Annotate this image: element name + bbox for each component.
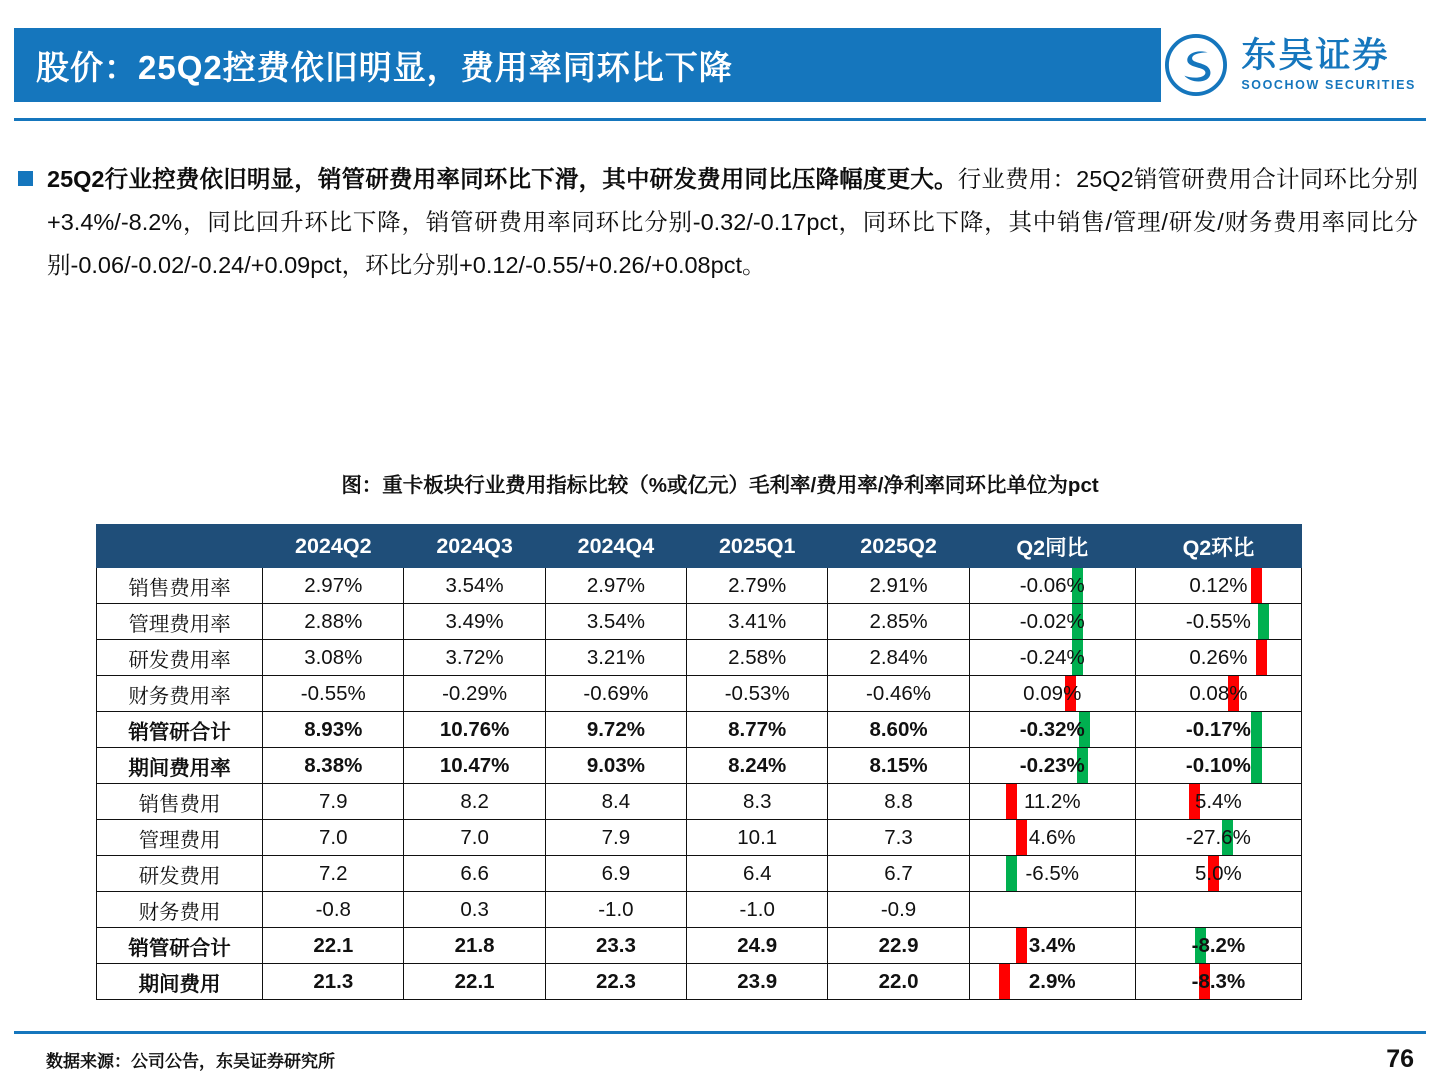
table-cell: -0.53% bbox=[687, 676, 828, 712]
table-cell: 3.72% bbox=[404, 640, 545, 676]
expense-table bbox=[96, 524, 1302, 1000]
table-col-header-2025Q1: 2025Q1 bbox=[687, 525, 828, 568]
table-cell: 24.9 bbox=[687, 928, 828, 964]
row-label: 研发费用 bbox=[97, 856, 263, 892]
paragraph-lead: 25Q2行业控费依旧明显，销管研费用率同环比下滑，其中研发费用同比压降幅度更大。 bbox=[47, 166, 958, 192]
table-cell: 3.54% bbox=[545, 604, 686, 640]
table-cell: -6.5% bbox=[969, 856, 1135, 892]
table-cell: -8.3% bbox=[1135, 964, 1301, 1000]
table-cell bbox=[969, 892, 1135, 928]
table-cell: 3.21% bbox=[545, 640, 686, 676]
table-cell: 2.97% bbox=[545, 568, 686, 604]
table-cell: 2.79% bbox=[687, 568, 828, 604]
slide-header bbox=[14, 28, 1426, 102]
table-cell: 22.1 bbox=[404, 964, 545, 1000]
table-cell: -1.0 bbox=[687, 892, 828, 928]
table-cell: 22.3 bbox=[545, 964, 686, 1000]
table-header-row bbox=[97, 525, 1302, 568]
table-cell: 8.24% bbox=[687, 748, 828, 784]
table-cell: 9.03% bbox=[545, 748, 686, 784]
table-cell: -0.46% bbox=[828, 676, 969, 712]
table-cell: 7.3 bbox=[828, 820, 969, 856]
brand-text bbox=[1241, 38, 1416, 92]
table-cell: 7.9 bbox=[545, 820, 686, 856]
table-caption: 图：重卡板块行业费用指标比较（%或亿元）毛利率/费用率/净利率同环比单位为pct bbox=[341, 474, 1099, 497]
table-cell: 3.49% bbox=[404, 604, 545, 640]
sparkline-bar bbox=[1251, 712, 1262, 747]
table-cell: 7.9 bbox=[263, 784, 404, 820]
table-cell: -0.23% bbox=[969, 748, 1135, 784]
row-label: 期间费用 bbox=[97, 964, 263, 1000]
table-col-header-2025Q2: 2025Q2 bbox=[828, 525, 969, 568]
table-cell: 2.9% bbox=[969, 964, 1135, 1000]
table-row bbox=[97, 604, 1302, 640]
row-label: 销管研合计 bbox=[97, 928, 263, 964]
table-cell: 0.3 bbox=[404, 892, 545, 928]
table-cell: 2.85% bbox=[828, 604, 969, 640]
row-label: 财务费用率 bbox=[97, 676, 263, 712]
table-cell: 2.88% bbox=[263, 604, 404, 640]
table-cell: 8.93% bbox=[263, 712, 404, 748]
table-cell: 2.84% bbox=[828, 640, 969, 676]
sparkline-bar bbox=[1016, 928, 1027, 963]
table-cell: -0.9 bbox=[828, 892, 969, 928]
table-cell: -0.32% bbox=[969, 712, 1135, 748]
table-cell bbox=[1135, 892, 1301, 928]
table-cell: 5.0% bbox=[1135, 856, 1301, 892]
row-label: 管理费用 bbox=[97, 820, 263, 856]
table-cell: 5.4% bbox=[1135, 784, 1301, 820]
table-cell: 4.6% bbox=[969, 820, 1135, 856]
table-cell: 0.26% bbox=[1135, 640, 1301, 676]
table-cell: 2.58% bbox=[687, 640, 828, 676]
table-cell: 21.8 bbox=[404, 928, 545, 964]
table-cell: 3.41% bbox=[687, 604, 828, 640]
table-row bbox=[97, 964, 1302, 1000]
table-cell: 6.4 bbox=[687, 856, 828, 892]
row-label: 管理费用率 bbox=[97, 604, 263, 640]
sparkline-bar bbox=[1256, 640, 1267, 675]
table-cell: 2.91% bbox=[828, 568, 969, 604]
table-cell: 22.1 bbox=[263, 928, 404, 964]
row-label: 期间费用率 bbox=[97, 748, 263, 784]
table-cell: 3.08% bbox=[263, 640, 404, 676]
table-cell: -0.17% bbox=[1135, 712, 1301, 748]
header-divider bbox=[14, 118, 1426, 121]
footer-divider bbox=[14, 1031, 1426, 1034]
table-col-header-Q2同比: Q2同比 bbox=[969, 525, 1135, 568]
table-row bbox=[97, 712, 1302, 748]
table-cell: 0.08% bbox=[1135, 676, 1301, 712]
table-cell: 6.7 bbox=[828, 856, 969, 892]
table-cell: 8.15% bbox=[828, 748, 969, 784]
table-col-header-2024Q3: 2024Q3 bbox=[404, 525, 545, 568]
table-cell: 7.0 bbox=[263, 820, 404, 856]
table-cell: 0.09% bbox=[969, 676, 1135, 712]
table-col-header-2024Q2: 2024Q2 bbox=[263, 525, 404, 568]
table-cell: 11.2% bbox=[969, 784, 1135, 820]
table-cell: 6.9 bbox=[545, 856, 686, 892]
row-label: 财务费用 bbox=[97, 892, 263, 928]
title-banner bbox=[14, 28, 1161, 102]
table-cell: -0.10% bbox=[1135, 748, 1301, 784]
sparkline-bar bbox=[999, 964, 1010, 999]
table-corner-cell bbox=[97, 525, 263, 568]
table-row bbox=[97, 676, 1302, 712]
sparkline-bar bbox=[1258, 604, 1269, 639]
sparkline-bar bbox=[1251, 568, 1262, 603]
paragraph-rest: 行业费用：25Q2销管研费用合计同环比分别+3.4%/-8.2%，同比回升环比下降，销管研费用率同环比分别-0.32/-0.17pct，同环比下降，其中销售/管理/研发/财务费用率同比分别-0.06/-0.02/-0.24/+0.09pct，环比分别+0.12/-0.55/+0.26/+0.08pct。 bbox=[47, 166, 1418, 278]
paragraph-text bbox=[47, 158, 1418, 286]
table-row bbox=[97, 748, 1302, 784]
sparkline-bar bbox=[1006, 856, 1017, 891]
table-cell: -8.2% bbox=[1135, 928, 1301, 964]
table-cell: 22.9 bbox=[828, 928, 969, 964]
table-cell: 2.97% bbox=[263, 568, 404, 604]
table-cell: 8.3 bbox=[687, 784, 828, 820]
table-row bbox=[97, 928, 1302, 964]
page-number: 76 bbox=[1386, 1045, 1414, 1073]
table-row bbox=[97, 820, 1302, 856]
table-cell: 3.54% bbox=[404, 568, 545, 604]
table-cell: 7.0 bbox=[404, 820, 545, 856]
row-label: 销售费用 bbox=[97, 784, 263, 820]
sparkline-bar bbox=[1006, 784, 1017, 819]
table-cell: 10.47% bbox=[404, 748, 545, 784]
table-cell: -0.29% bbox=[404, 676, 545, 712]
brand-logo bbox=[1165, 34, 1416, 96]
table-row bbox=[97, 856, 1302, 892]
row-label: 销管研合计 bbox=[97, 712, 263, 748]
table-cell: -0.69% bbox=[545, 676, 686, 712]
table-col-header-2024Q4: 2024Q4 bbox=[545, 525, 686, 568]
summary-paragraph bbox=[18, 158, 1418, 286]
table-cell: 8.4 bbox=[545, 784, 686, 820]
table-cell: 8.60% bbox=[828, 712, 969, 748]
table-cell: -0.06% bbox=[969, 568, 1135, 604]
table-row bbox=[97, 640, 1302, 676]
table-cell: 8.2 bbox=[404, 784, 545, 820]
table-row bbox=[97, 892, 1302, 928]
source-note: 数据来源：公司公告，东吴证券研究所 bbox=[46, 1052, 335, 1071]
table-row bbox=[97, 784, 1302, 820]
table-cell: 22.0 bbox=[828, 964, 969, 1000]
sparkline-bar bbox=[1251, 748, 1262, 783]
table-cell: 8.38% bbox=[263, 748, 404, 784]
brand-name-cn: 东吴证券 bbox=[1241, 36, 1390, 76]
table-cell: 23.3 bbox=[545, 928, 686, 964]
page-title: 股价：25Q2控费依旧明显，费用率同环比下降 bbox=[36, 48, 733, 86]
table-cell: 10.76% bbox=[404, 712, 545, 748]
soochow-logo-icon bbox=[1165, 34, 1227, 96]
expense-table-container bbox=[96, 524, 1302, 1000]
table-row bbox=[97, 568, 1302, 604]
table-body bbox=[97, 568, 1302, 1000]
table-cell: 10.1 bbox=[687, 820, 828, 856]
table-cell: -0.02% bbox=[969, 604, 1135, 640]
table-cell: 0.12% bbox=[1135, 568, 1301, 604]
table-cell: 9.72% bbox=[545, 712, 686, 748]
table-cell: -27.6% bbox=[1135, 820, 1301, 856]
row-label: 销售费用率 bbox=[97, 568, 263, 604]
bullet-square-icon bbox=[18, 171, 33, 186]
table-cell: 23.9 bbox=[687, 964, 828, 1000]
table-cell: -0.55% bbox=[263, 676, 404, 712]
sparkline-bar bbox=[1016, 820, 1027, 855]
row-label: 研发费用率 bbox=[97, 640, 263, 676]
table-cell: 8.8 bbox=[828, 784, 969, 820]
brand-name-en: SOOCHOW SECURITIES bbox=[1241, 77, 1416, 92]
table-cell: -0.55% bbox=[1135, 604, 1301, 640]
table-cell: 7.2 bbox=[263, 856, 404, 892]
table-cell: 21.3 bbox=[263, 964, 404, 1000]
table-cell: 8.77% bbox=[687, 712, 828, 748]
table-col-header-Q2环比: Q2环比 bbox=[1135, 525, 1301, 568]
table-cell: 3.4% bbox=[969, 928, 1135, 964]
table-cell: -0.24% bbox=[969, 640, 1135, 676]
table-cell: -0.8 bbox=[263, 892, 404, 928]
table-cell: 6.6 bbox=[404, 856, 545, 892]
table-cell: -1.0 bbox=[545, 892, 686, 928]
